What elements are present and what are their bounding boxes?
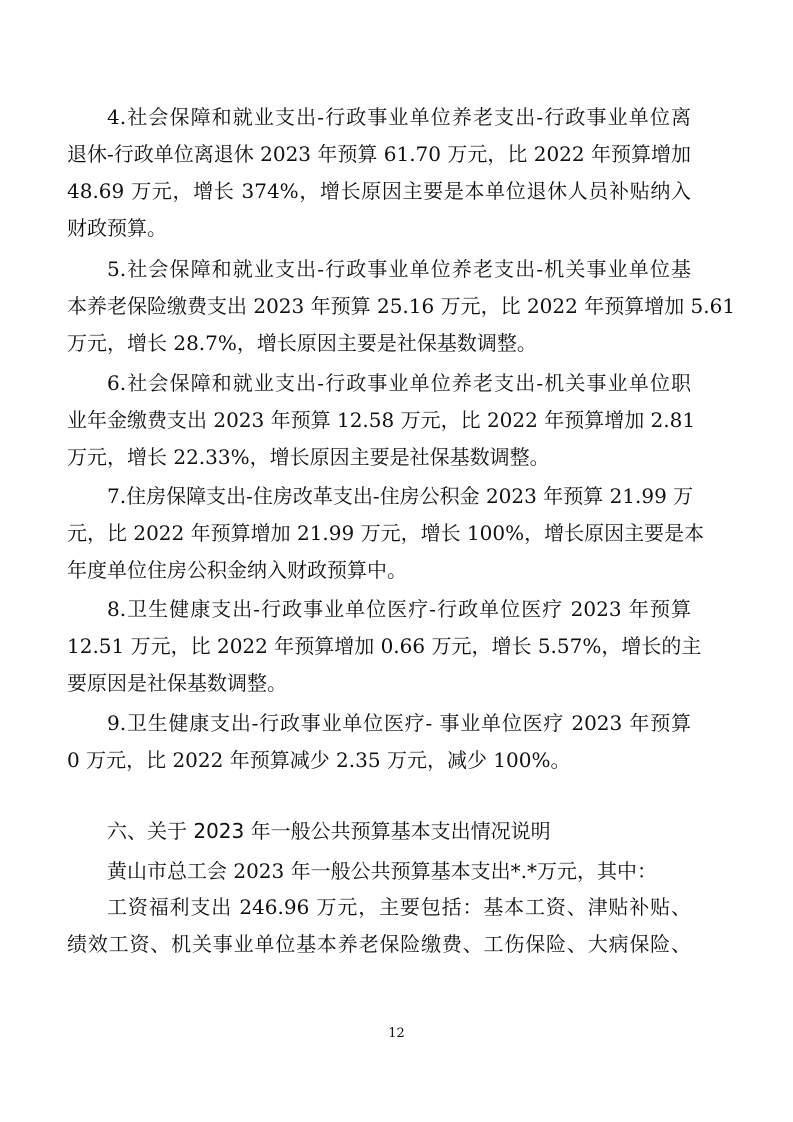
paragraph-item-9 xyxy=(67,705,691,779)
paragraph-item-8 xyxy=(67,591,702,702)
text-line: 12.51 万元，比 2022 年预算增加 0.66 万元，增长 5.57%，增长的主 xyxy=(67,634,702,658)
text-line: 元，比 2022 年预算增加 21.99 万元，增长 100%，增长原因主要是本 xyxy=(67,521,705,545)
text-line: 万元，增长 22.33%，增长原因主要是社保基数调整。 xyxy=(67,445,550,469)
text-line: 6.社会保障和就业支出-行政事业单位养老支出-机关事业单位职 xyxy=(107,371,691,395)
text-line: 8.卫生健康支出-行政事业单位医疗-行政单位医疗 2023 年预算 xyxy=(107,597,691,621)
paragraph-item-5 xyxy=(67,251,736,362)
text-line: 0 万元，比 2022 年预算减少 2.35 万元，减少 100%。 xyxy=(67,748,571,772)
text-line: 本养老保险缴费支出 2023 年预算 25.16 万元，比 2022 年预算增加 5.61 xyxy=(67,294,736,318)
page-number: 12 xyxy=(388,1026,405,1041)
text-line: 退休-行政单位离退休 2023 年预算 61.70 万元，比 2022 年预算增加 xyxy=(67,142,691,166)
text-line: 48.69 万元，增长 374%，增长原因主要是本单位退休人员补贴纳入 xyxy=(67,179,691,203)
text-line: 5.社会保障和就业支出-行政事业单位养老支出-机关事业单位基 xyxy=(107,257,691,281)
text-line: 4.社会保障和就业支出-行政事业单位养老支出-行政事业单位离 xyxy=(107,105,691,129)
text-line: 要原因是社保基数调整。 xyxy=(67,671,287,695)
text-line: 绩效工资、机关事业单位基本养老保险缴费、工伤保险、大病保险、 xyxy=(67,932,691,956)
section-paragraph-summary xyxy=(107,853,691,890)
text-line: 业年金缴费支出 2023 年预算 12.58 万元，比 2022 年预算增加 2.81 xyxy=(67,408,696,432)
paragraph-item-4 xyxy=(67,99,691,247)
text-line: 万元，增长 28.7%，增长原因主要是社保基数调整。 xyxy=(67,331,537,355)
paragraph-item-7 xyxy=(67,478,705,589)
text-line: 9.卫生健康支出-行政事业单位医疗- 事业单位医疗 2023 年预算 xyxy=(107,711,691,735)
text-line: 财政预算。 xyxy=(67,216,167,240)
paragraph-item-6 xyxy=(67,365,696,476)
text-line: 工资福利支出 246.96 万元，主要包括：基本工资、津贴补贴、 xyxy=(107,895,691,919)
text-line: 7.住房保障支出-住房改革支出-住房公积金 2023 年预算 21.99 万 xyxy=(107,484,694,508)
section-heading: 六、关于 2023 年一般公共预算基本支出情况说明 xyxy=(107,819,551,843)
section-paragraph-salary xyxy=(67,889,691,963)
text-line: 黄山市总工会 2023 年一般公共预算基本支出*.*万元，其中： xyxy=(107,859,657,883)
text-line: 年度单位住房公积金纳入财政预算中。 xyxy=(67,558,407,582)
